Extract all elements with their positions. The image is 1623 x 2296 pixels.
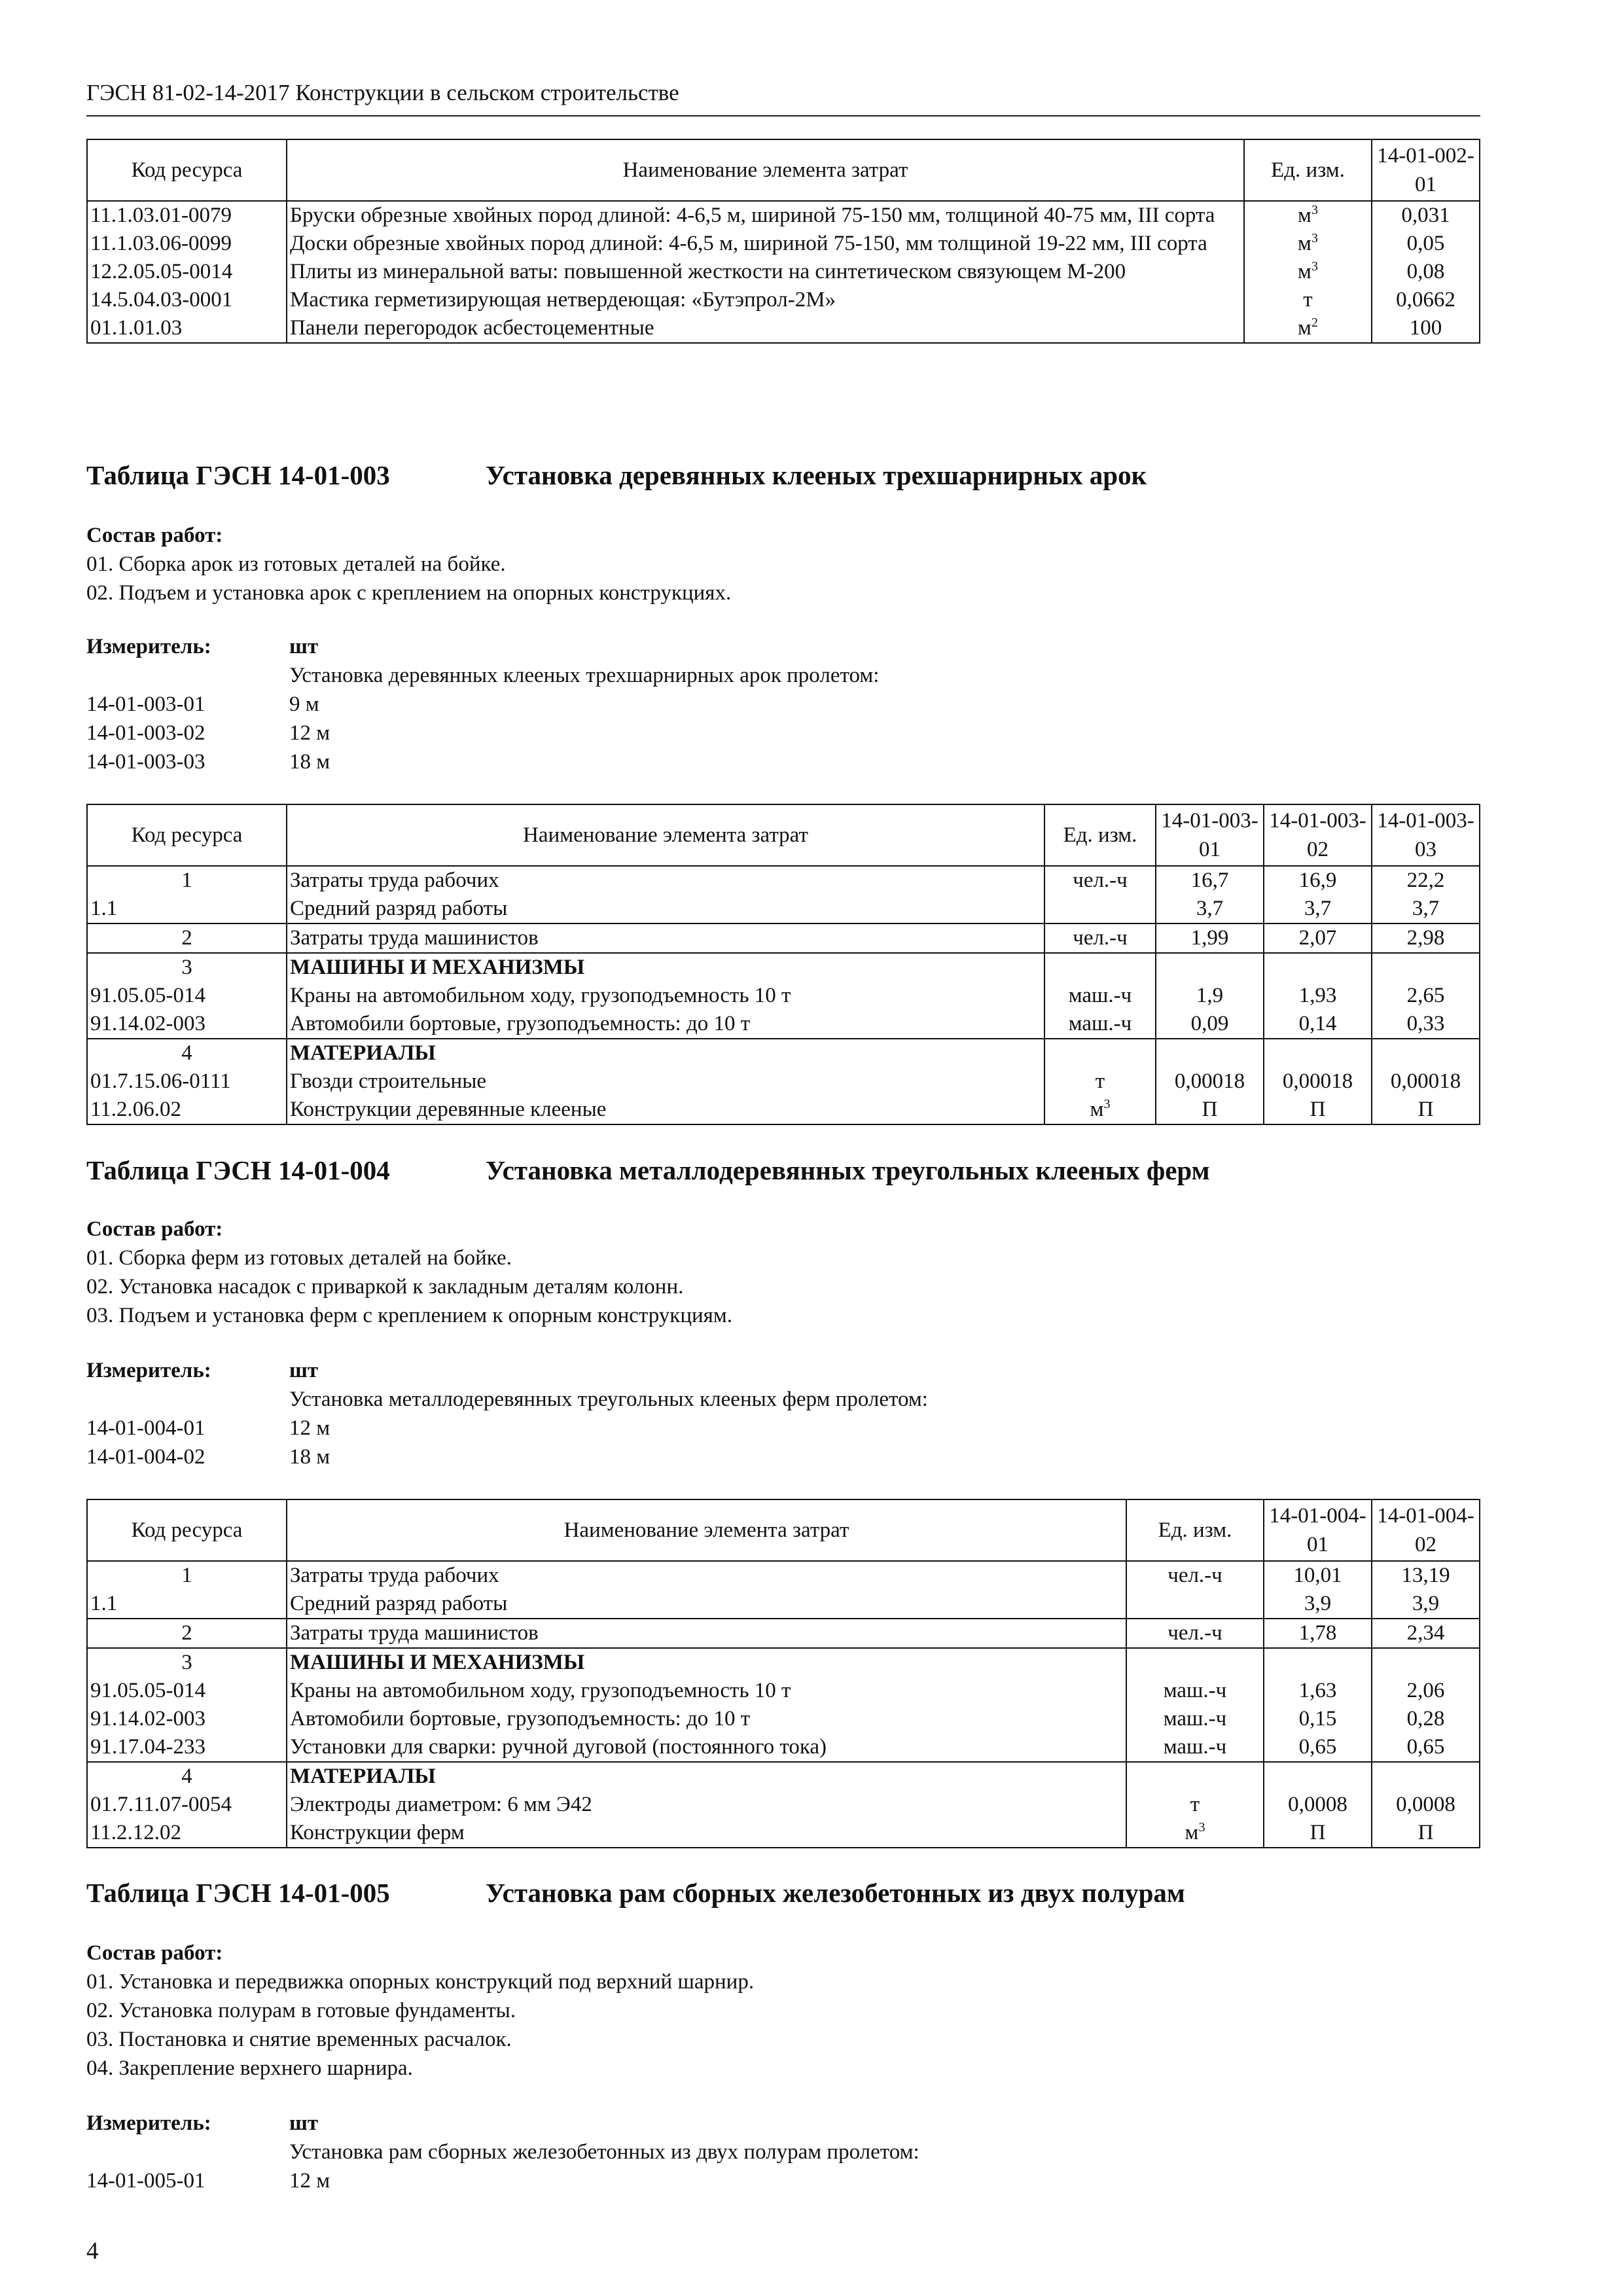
cell-value: 0,15 (1264, 1705, 1372, 1733)
cell-name: Установки для сварки: ручной дуговой (постоянного тока) (287, 1733, 1126, 1762)
table-row (87, 1677, 1480, 1705)
table-title-14-01-004 (86, 1155, 1210, 1186)
cell-name: Затраты труда машинистов (287, 1619, 1126, 1648)
page-header: ГЭСН 81-02-14-2017 Конструкции в сельском строительстве (86, 80, 1480, 117)
table-row (87, 895, 1480, 924)
work-item: 01. Сборка ферм из готовых деталей на бойке. (86, 1246, 512, 1270)
cell-code: 91.05.05-014 (87, 982, 287, 1010)
cell-unit: чел.-ч (1126, 1619, 1264, 1648)
cell-code: 01.1.01.03 (87, 314, 287, 343)
cell-unit: т (1244, 286, 1372, 314)
cell-unit (1044, 953, 1156, 982)
cell-code: 14.5.04.03-0001 (87, 286, 287, 314)
cell-unit: $м^3$ (1044, 1096, 1156, 1124)
cell-value: 0,00018 (1156, 1067, 1264, 1096)
measurer-14-01-005 (86, 2109, 919, 2195)
cell-value (1372, 1039, 1480, 1067)
measurer-unit: шт (289, 635, 319, 658)
cell-unit (1126, 1762, 1264, 1791)
col-name-header: Наименование элемента затрат (287, 804, 1044, 866)
cell-value: 0,65 (1264, 1733, 1372, 1762)
table-number: Таблица ГЭСН 14-01-004 (86, 1155, 390, 1185)
col-unit-header: Ед. изм. (1126, 1499, 1264, 1561)
table-caption: Установка рам сборных железобетонных из двух полурам (486, 1878, 1185, 1908)
cell-value: 1,9 (1156, 982, 1264, 1010)
work-list-14-01-003 (86, 521, 731, 607)
cell-name: Панели перегородок асбестоцементные (287, 314, 1244, 343)
cell-unit: т (1044, 1067, 1156, 1096)
table-row (87, 1762, 1480, 1791)
col-code-header: Код ресурса (87, 1499, 287, 1561)
cell-code: 01.7.11.07-0054 (87, 1791, 287, 1819)
cell-value: 0,00018 (1372, 1067, 1480, 1096)
cell-value: 0,28 (1372, 1705, 1480, 1733)
col-unit-header: Ед. изм. (1044, 804, 1156, 866)
cell-name: Краны на автомобильном ходу, грузоподъемность 10 т (287, 1677, 1126, 1705)
cell-name: Затраты труда рабочих (287, 1561, 1126, 1590)
cell-name: МАТЕРИАЛЫ (287, 1039, 1044, 1067)
table-row (87, 1791, 1480, 1819)
col-norm-header: 14-01-003-01 (1156, 804, 1264, 866)
table-row (87, 1590, 1480, 1619)
table-number: Таблица ГЭСН 14-01-005 (86, 1878, 390, 1908)
measurer-unit: шт (289, 2111, 319, 2135)
cell-value: П (1372, 1096, 1480, 1124)
cell-value (1372, 1648, 1480, 1677)
col-code-header: Код ресурса (87, 139, 287, 201)
cell-value: 16,9 (1264, 866, 1372, 895)
cell-value: 0,14 (1264, 1010, 1372, 1039)
work-label: Состав работ: (86, 1217, 223, 1241)
work-item: 03. Подъем и установка ферм с креплением к опорным конструкциям. (86, 1304, 732, 1327)
cell-value (1264, 953, 1372, 982)
cell-unit (1044, 895, 1156, 924)
cell-name: Бруски обрезные хвойных пород длиной: 4-6,5 м, шириной 75-150 мм, толщиной 40-75 мм, III сорта (287, 201, 1244, 230)
cell-name: МАШИНЫ И МЕХАНИЗМЫ (287, 953, 1044, 982)
cell-value: 2,98 (1372, 924, 1480, 953)
table-row (87, 1819, 1480, 1848)
work-list-14-01-004 (86, 1215, 732, 1330)
col-norm-header: 14-01-003-03 (1372, 804, 1480, 866)
cell-unit: маш.-ч (1044, 982, 1156, 1010)
table-row (87, 924, 1480, 953)
cell-name: Краны на автомобильном ходу, грузоподъемность 10 т (287, 982, 1044, 1010)
work-item: 03. Постановка и снятие временных расчалок. (86, 2028, 512, 2051)
cell-unit: $м^3$ (1244, 258, 1372, 286)
cell-code: 2 (87, 1619, 287, 1648)
cell-value: 3,7 (1372, 895, 1480, 924)
cell-code: 11.2.06.02 (87, 1096, 287, 1124)
norm-code: 14-01-005-01 (86, 2169, 205, 2193)
measurer-label: Измеритель: (86, 635, 211, 658)
table-number: Таблица ГЭСН 14-01-003 (86, 460, 390, 490)
cell-code: 1 (87, 866, 287, 895)
cell-value: 0,08 (1372, 258, 1480, 286)
cell-name: Автомобили бортовые, грузоподъемность: до 10 т (287, 1705, 1126, 1733)
cell-code: 91.05.05-014 (87, 1677, 287, 1705)
col-norm-header: 14-01-004-02 (1372, 1499, 1480, 1561)
cell-value: 2,34 (1372, 1619, 1480, 1648)
work-item: 02. Установка насадок с приваркой к закладным деталям колонн. (86, 1275, 684, 1299)
measurer-14-01-003 (86, 632, 879, 776)
table-row (87, 1096, 1480, 1124)
cell-name: Плиты из минеральной ваты: повышенной жесткости на синтетическом связующем М-200 (287, 258, 1244, 286)
cell-value: 3,7 (1156, 895, 1264, 924)
cell-value: 100 (1372, 314, 1480, 343)
cell-name: Затраты труда рабочих (287, 866, 1044, 895)
cell-name: Автомобили бортовые, грузоподъемность: до 10 т (287, 1010, 1044, 1039)
norm-code: 14-01-003-03 (86, 750, 205, 774)
cell-value: 10,01 (1264, 1561, 1372, 1590)
cell-name: МАТЕРИАЛЫ (287, 1762, 1126, 1791)
cell-name: Электроды диаметром: 6 мм Э42 (287, 1791, 1126, 1819)
cell-value: 0,33 (1372, 1010, 1480, 1039)
cell-name: Конструкции деревянные клееные (287, 1096, 1044, 1124)
cell-value: 13,19 (1372, 1561, 1480, 1590)
table-row (87, 1039, 1480, 1067)
work-item: 02. Подъем и установка арок с креплением на опорных конструкциях. (86, 581, 732, 605)
cell-value: 3,9 (1372, 1590, 1480, 1619)
col-name-header: Наименование элемента затрат (287, 139, 1244, 201)
col-norm-header: 14-01-002-01 (1372, 139, 1480, 201)
cell-code: 91.14.02-003 (87, 1010, 287, 1039)
norm-value: 12 м (289, 2169, 330, 2193)
measurer-14-01-004 (86, 1356, 928, 1471)
work-item: 02. Установка полурам в готовые фундаменты. (86, 1999, 516, 2022)
cell-code: 3 (87, 953, 287, 982)
norm-code: 14-01-003-02 (86, 721, 205, 745)
cell-unit: т (1126, 1791, 1264, 1819)
cell-value (1264, 1648, 1372, 1677)
cell-name: Затраты труда машинистов (287, 924, 1044, 953)
resource-table-14-01-003 (86, 804, 1480, 1125)
cell-value (1264, 1039, 1372, 1067)
cell-value: 0,031 (1372, 201, 1480, 230)
cell-value: П (1264, 1819, 1372, 1848)
cell-value: 1,93 (1264, 982, 1372, 1010)
cell-unit: чел.-ч (1044, 866, 1156, 895)
cell-value (1156, 953, 1264, 982)
cell-code: 1 (87, 1561, 287, 1590)
work-item: 04. Закрепление верхнего шарнира. (86, 2056, 413, 2080)
work-list-14-01-005 (86, 1939, 754, 2083)
table-row (87, 866, 1480, 895)
norm-value: 18 м (289, 750, 330, 774)
cell-unit: $м^3$ (1244, 201, 1372, 230)
cell-value: 1,99 (1156, 924, 1264, 953)
cell-value: П (1156, 1096, 1264, 1124)
cell-unit: маш.-ч (1126, 1705, 1264, 1733)
col-name-header: Наименование элемента затрат (287, 1499, 1126, 1561)
cell-name: МАШИНЫ И МЕХАНИЗМЫ (287, 1648, 1126, 1677)
norm-code: 14-01-003-01 (86, 692, 205, 716)
cell-unit: чел.-ч (1044, 924, 1156, 953)
table-row (87, 286, 1480, 314)
cell-unit: маш.-ч (1044, 1010, 1156, 1039)
table-caption: Установка металлодеревянных треугольных клееных ферм (486, 1155, 1210, 1185)
resource-table-14-01-004 (86, 1499, 1480, 1848)
cell-code: 1.1 (87, 1590, 287, 1619)
work-label: Состав работ: (86, 1941, 223, 1965)
cell-value: 3,7 (1264, 895, 1372, 924)
table-caption: Установка деревянных клееных трехшарнирных арок (486, 460, 1147, 490)
cell-value: 0,0008 (1372, 1791, 1480, 1819)
cell-unit (1126, 1590, 1264, 1619)
cell-value: 3,9 (1264, 1590, 1372, 1619)
cell-value: 1,78 (1264, 1619, 1372, 1648)
cell-value: 0,05 (1372, 230, 1480, 258)
cell-value: 0,09 (1156, 1010, 1264, 1039)
cell-code: 4 (87, 1762, 287, 1791)
cell-unit (1126, 1648, 1264, 1677)
cell-value (1264, 1762, 1372, 1791)
cell-name: Доски обрезные хвойных пород длиной: 4-6,5 м, шириной 75-150, мм толщиной 19-22 мм, III сорта (287, 230, 1244, 258)
cell-value: 22,2 (1372, 866, 1480, 895)
work-item: 01. Установка и передвижка опорных конструкций под верхний шарнир. (86, 1970, 755, 1994)
cell-value: 2,65 (1372, 982, 1480, 1010)
page-number: 4 (86, 2238, 99, 2265)
norm-code: 14-01-004-02 (86, 1445, 205, 1469)
resource-table-14-01-002 (86, 139, 1480, 344)
table-row (87, 230, 1480, 258)
cell-value: 0,0008 (1264, 1791, 1372, 1819)
measurer-description: Установка рам сборных железобетонных из двух полурам пролетом: (289, 2140, 919, 2164)
cell-name: Средний разряд работы (287, 895, 1044, 924)
cell-value: 0,00018 (1264, 1067, 1372, 1096)
cell-value (1372, 953, 1480, 982)
col-norm-header: 14-01-003-02 (1264, 804, 1372, 866)
table-row (87, 1561, 1480, 1590)
measurer-unit: шт (289, 1359, 319, 1382)
norm-code: 14-01-004-01 (86, 1416, 205, 1440)
table-title-14-01-005 (86, 1877, 1185, 1909)
cell-code: 12.2.05.05-0014 (87, 258, 287, 286)
col-unit-header: Ед. изм. (1244, 139, 1372, 201)
table-row (87, 1010, 1480, 1039)
cell-unit: чел.-ч (1126, 1561, 1264, 1590)
table-row (87, 1648, 1480, 1677)
measurer-label: Измеритель: (86, 2111, 211, 2135)
cell-value (1156, 1039, 1264, 1067)
cell-name: Средний разряд работы (287, 1590, 1126, 1619)
cell-code: 4 (87, 1039, 287, 1067)
cell-code: 11.1.03.06-0099 (87, 230, 287, 258)
cell-value: 2,06 (1372, 1677, 1480, 1705)
work-item: 01. Сборка арок из готовых деталей на бойке. (86, 552, 506, 576)
table-row (87, 258, 1480, 286)
cell-name: Конструкции ферм (287, 1819, 1126, 1848)
cell-unit: маш.-ч (1126, 1677, 1264, 1705)
cell-value: 2,07 (1264, 924, 1372, 953)
measurer-description: Установка деревянных клееных трехшарнирных арок пролетом: (289, 664, 880, 687)
cell-value: 0,65 (1372, 1733, 1480, 1762)
cell-name: Гвозди строительные (287, 1067, 1044, 1096)
cell-code: 91.14.02-003 (87, 1705, 287, 1733)
cell-unit: $м^3$ (1244, 230, 1372, 258)
cell-code: 1.1 (87, 895, 287, 924)
norm-value: 18 м (289, 1445, 330, 1469)
table-row (87, 314, 1480, 343)
cell-value: 1,63 (1264, 1677, 1372, 1705)
cell-unit: $м^2$ (1244, 314, 1372, 343)
col-norm-header: 14-01-004-01 (1264, 1499, 1372, 1561)
cell-value: П (1264, 1096, 1372, 1124)
table-row (87, 1733, 1480, 1762)
table-row (87, 953, 1480, 982)
cell-code: 3 (87, 1648, 287, 1677)
norm-value: 12 м (289, 1416, 330, 1440)
cell-value (1372, 1762, 1480, 1791)
table-row (87, 1067, 1480, 1096)
cell-code: 2 (87, 924, 287, 953)
measurer-label: Измеритель: (86, 1359, 211, 1382)
cell-value: П (1372, 1819, 1480, 1848)
cell-value: 0,0662 (1372, 286, 1480, 314)
cell-unit (1044, 1039, 1156, 1067)
norm-value: 12 м (289, 721, 330, 745)
table-row (87, 1705, 1480, 1733)
table-row (87, 1619, 1480, 1648)
table-title-14-01-003 (86, 459, 1147, 491)
cell-name: Мастика герметизирующая нетвердеющая: «Бутэпрол-2М» (287, 286, 1244, 314)
col-code-header: Код ресурса (87, 804, 287, 866)
norm-value: 9 м (289, 692, 319, 716)
work-label: Состав работ: (86, 524, 223, 547)
table-row (87, 982, 1480, 1010)
measurer-description: Установка металлодеревянных треугольных клееных ферм пролетом: (289, 1388, 928, 1411)
cell-value: 16,7 (1156, 866, 1264, 895)
cell-unit: маш.-ч (1126, 1733, 1264, 1762)
cell-unit: $м^3$ (1126, 1819, 1264, 1848)
table-row (87, 201, 1480, 230)
cell-code: 91.17.04-233 (87, 1733, 287, 1762)
cell-code: 11.1.03.01-0079 (87, 201, 287, 230)
cell-code: 01.7.15.06-0111 (87, 1067, 287, 1096)
cell-code: 11.2.12.02 (87, 1819, 287, 1848)
